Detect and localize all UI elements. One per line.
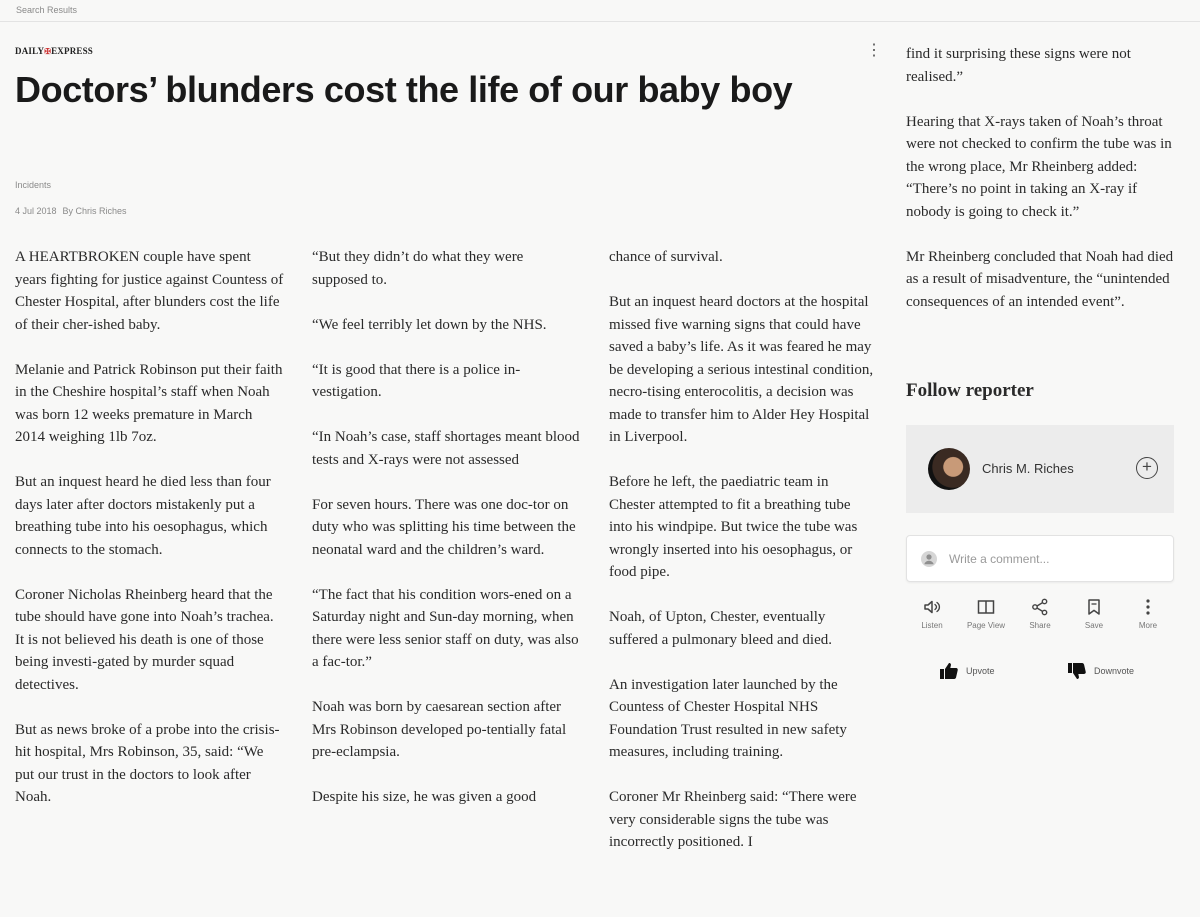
listen-button[interactable] bbox=[910, 597, 954, 639]
article-date: 4 Jul 2018 bbox=[15, 206, 57, 216]
speaker-icon bbox=[922, 597, 942, 617]
publication-name-part2: EXPRESS bbox=[51, 46, 94, 56]
paragraph: Coroner Nicholas Rheinberg heard that the tube should have gone into Noah’s trachea. It is not believed his death is one of those being investi-gated by murder squad detectives. bbox=[15, 586, 274, 693]
article-column-2 bbox=[312, 246, 580, 831]
article-column-4 bbox=[906, 43, 1176, 336]
paragraph: find it surprising these signs were not realised.” bbox=[906, 46, 1131, 85]
search-results-label[interactable]: Search Results bbox=[16, 5, 78, 15]
article-byline: By Chris Riches bbox=[62, 206, 127, 216]
paragraph: But as news broke of a probe into the crisis-hit hospital, Mrs Robinson, 35, said: “We put our trust in the doctors to look after Noah. bbox=[15, 721, 280, 805]
paragraph: For seven hours. There was one doc-tor on duty who was splitting his time between the neonatal ward and the children’s ward. bbox=[312, 496, 576, 558]
paragraph: Despite his size, he was given a good bbox=[312, 789, 537, 805]
paragraph: “We feel terribly let down by the NHS. bbox=[312, 316, 547, 333]
paragraph: “In Noah’s case, staff shortages meant blood tests and X-rays were not assessed bbox=[312, 429, 580, 468]
article-column-1 bbox=[15, 246, 285, 831]
bookmark-icon bbox=[1084, 597, 1104, 617]
share-icon bbox=[1030, 597, 1050, 617]
follow-reporter-heading: Follow reporter bbox=[906, 380, 1034, 401]
reporter-avatar bbox=[928, 448, 970, 490]
downvote-label: Downvote bbox=[1094, 666, 1135, 676]
follow-plus-icon[interactable]: + bbox=[1136, 457, 1158, 479]
comment-placeholder: Write a comment... bbox=[949, 552, 1050, 566]
reporter-card[interactable] bbox=[906, 425, 1174, 513]
article-meta bbox=[15, 206, 127, 216]
paragraph: An investigation later launched by the Countess of Chester Hospital NHS Foundation Trust resulted in new safety measures, including training. bbox=[609, 676, 847, 760]
upvote-label: Upvote bbox=[966, 666, 995, 676]
paragraph: Melanie and Patrick Robinson put their faith in the Cheshire hospital’s staff when Noah was born 12 weeks premature in March 2014 weighing 1lb 7oz. bbox=[15, 361, 283, 445]
paragraph: Before he left, the paediatric team in Chester attempted to fit a breathing tube into his windpipe. But twice the tube was wrongly inserted into his oesophagus, or food pipe. bbox=[609, 474, 858, 580]
upvote-button[interactable] bbox=[938, 660, 1018, 684]
paragraph: But an inquest heard he died less than four days later after doctors mistakenly put a breathing tube into his oesophagus, which connects to the stomach. bbox=[15, 474, 271, 558]
page-view-label: Page View bbox=[966, 621, 1006, 630]
save-label: Save bbox=[1084, 621, 1104, 630]
article-category[interactable]: Incidents bbox=[15, 180, 52, 190]
paragraph: “It is good that there is a police in-vestigation. bbox=[312, 361, 521, 400]
save-button[interactable] bbox=[1072, 597, 1116, 639]
paragraph: Noah, of Upton, Chester, eventually suffered a pulmonary bleed and died. bbox=[609, 609, 832, 648]
more-vertical-icon bbox=[1138, 597, 1158, 617]
article-column-3 bbox=[609, 246, 877, 876]
paragraph: Mr Rheinberg concluded that Noah had died as a result of misadventure, the “unintended consequences of an intended event”. bbox=[906, 248, 1174, 310]
paragraph: “But they didn’t do what they were supposed to. bbox=[312, 249, 524, 288]
paragraph: chance of survival. bbox=[609, 249, 723, 265]
article-headline: Doctors’ blunders cost the life of our baby boy bbox=[15, 69, 793, 110]
paragraph: A HEARTBROKEN couple have spent years fighting for justice against Countess of Chester Hospital, after blunders cost the life of their cher-ished baby. bbox=[15, 249, 284, 333]
paragraph: Hearing that X-rays taken of Noah’s throat were not checked to confirm the tube was in the wrong place, Mr Rheinberg added: “There’s no point in taking an X-ray if nobody is going to check it.” bbox=[906, 113, 1172, 220]
comment-input[interactable] bbox=[906, 535, 1174, 582]
downvote-button[interactable] bbox=[1066, 660, 1156, 684]
paragraph: “The fact that his condition wors-ened on a Saturday night and Sun-day morning, when there were less senior staff on duty, was also a fac-tor.” bbox=[312, 586, 579, 670]
more-button[interactable] bbox=[1126, 597, 1170, 639]
paragraph: Coroner Mr Rheinberg said: “There were very considerable signs the tube was incorrectly positioned. I bbox=[609, 789, 857, 850]
paragraph: Noah was born by caesarean section after Mrs Robinson developed po-tentially fatal pre-eclampsia. bbox=[312, 699, 567, 760]
thumbs-up-icon bbox=[938, 660, 960, 682]
publication-logo-flag: ✠ bbox=[44, 47, 52, 56]
publication-name-part1: DAILY bbox=[15, 46, 45, 56]
share-button[interactable] bbox=[1018, 597, 1062, 639]
paragraph: But an inquest heard doctors at the hospital missed five warning signs that could have saved a baby’s life. As it was feared he may be developing a serious intestinal condition, necro-tising enterocolitis, a decision was made to transfer him to Alder Hey Hospital in Liverpool. bbox=[609, 294, 874, 445]
thumbs-down-icon bbox=[1066, 660, 1088, 682]
more-label: More bbox=[1138, 621, 1158, 630]
publication-logo bbox=[15, 46, 93, 56]
share-label: Share bbox=[1029, 621, 1051, 630]
page-view-icon bbox=[976, 597, 996, 617]
article-menu-icon[interactable]: ⋮ bbox=[866, 42, 882, 59]
page-view-button[interactable] bbox=[964, 597, 1008, 639]
action-toolbar bbox=[906, 597, 1174, 639]
reporter-name[interactable]: Chris M. Riches bbox=[982, 461, 1074, 476]
top-bar bbox=[0, 0, 1200, 22]
listen-label: Listen bbox=[921, 621, 943, 630]
user-icon bbox=[921, 551, 937, 567]
